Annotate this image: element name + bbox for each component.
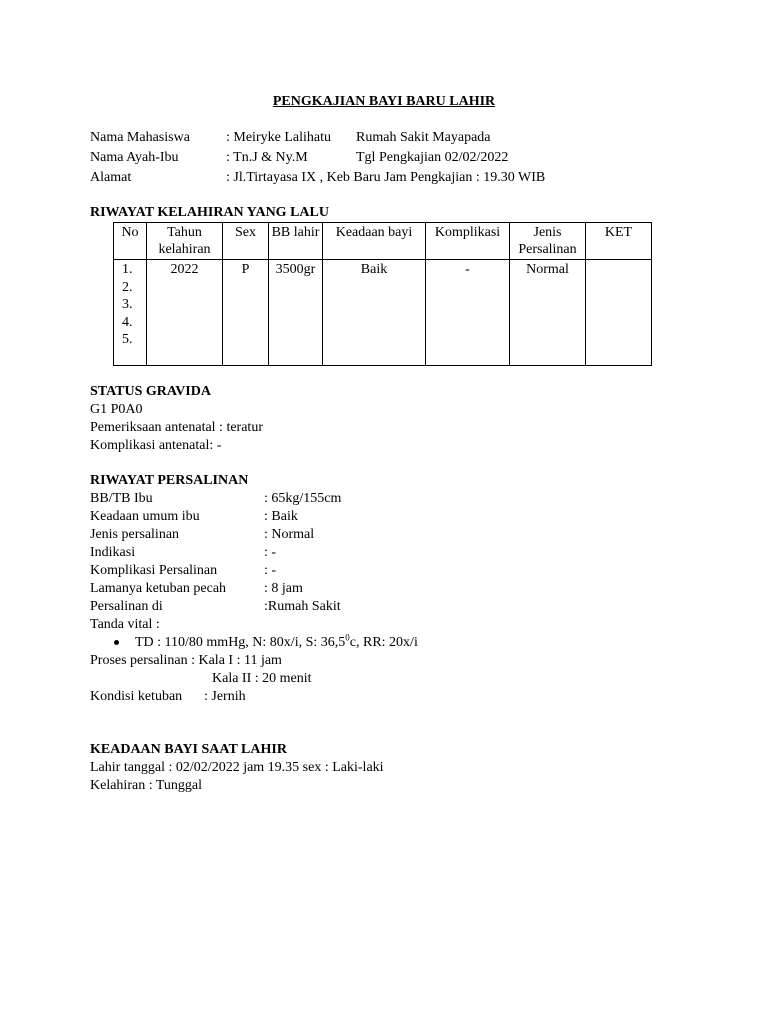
column-header: BB lahir bbox=[269, 223, 323, 260]
bullet-icon bbox=[114, 640, 119, 645]
column-header: Sex bbox=[223, 223, 269, 260]
field-value: :Rumah Sakit bbox=[264, 599, 341, 614]
row-numbers-cell bbox=[114, 260, 147, 366]
status-gravida-heading: STATUS GRAVIDA bbox=[90, 384, 211, 399]
status-gravida-line: G1 P0A0 bbox=[90, 402, 143, 417]
field-label: Keadaan umum ibu bbox=[90, 509, 200, 524]
nama-ayah-ibu-label: Nama Ayah-Ibu bbox=[90, 150, 179, 165]
alamat-label: Alamat bbox=[90, 170, 132, 185]
kelahiran: Kelahiran : Tunggal bbox=[90, 778, 202, 793]
field-value: : 8 jam bbox=[264, 581, 303, 596]
tanda-vital-label: Tanda vital : bbox=[90, 617, 160, 632]
field-label: Lamanya ketuban pecah bbox=[90, 581, 227, 596]
rumah-sakit: Rumah Sakit Mayapada bbox=[356, 130, 491, 145]
field-label: BB/TB Ibu bbox=[90, 491, 153, 506]
field-label: Komplikasi Persalinan bbox=[90, 563, 218, 578]
table-header-row bbox=[114, 223, 652, 260]
field-value: : - bbox=[264, 545, 277, 560]
ket-cell bbox=[586, 260, 652, 366]
tgl-pengkajian: Tgl Pengkajian 02/02/2022 bbox=[356, 150, 509, 165]
field-label: Indikasi bbox=[90, 545, 136, 560]
tanda-vital-post: c, RR: 20x/i bbox=[349, 635, 418, 650]
row-number: 1. bbox=[122, 262, 133, 277]
tanda-vital-pre: TD : 110/80 mmHg, N: 80x/i, S: 36,5 bbox=[135, 635, 346, 650]
proses-persalinan: Proses persalinan : Kala I : 11 jam bbox=[90, 653, 282, 668]
riwayat-kelahiran-heading: RIWAYAT KELAHIRAN YANG LALU bbox=[90, 205, 329, 220]
row-number: 5. bbox=[122, 332, 133, 347]
field-value: : 65kg/155cm bbox=[264, 491, 342, 506]
field-value: : Normal bbox=[264, 527, 315, 542]
row-number: 2. bbox=[122, 279, 133, 295]
column-header: No bbox=[114, 223, 147, 260]
riwayat-persalinan-heading: RIWAYAT PERSALINAN bbox=[90, 473, 249, 488]
kala-ii: Kala II : 20 menit bbox=[212, 671, 312, 686]
degree-superscript: 0 bbox=[345, 632, 350, 643]
keadaan-cell: Baik bbox=[323, 260, 426, 366]
komplikasi-cell: - bbox=[426, 260, 510, 366]
jenis-cell: Normal bbox=[510, 260, 586, 366]
kondisi-ketuban-label: Kondisi ketuban bbox=[90, 689, 183, 704]
nama-mahasiswa-value: : Meiryke Lalihatu bbox=[226, 130, 331, 145]
status-gravida-line: Komplikasi antenatal: - bbox=[90, 438, 222, 453]
kondisi-ketuban-value: : Jernih bbox=[204, 689, 246, 704]
table-row bbox=[114, 260, 652, 366]
bb-cell: 3500gr bbox=[269, 260, 323, 366]
tahun-cell: 2022 bbox=[147, 260, 223, 366]
column-header: Keadaan bayi bbox=[323, 223, 426, 260]
keadaan-bayi-heading: KEADAAN BAYI SAAT LAHIR bbox=[90, 742, 287, 757]
nama-mahasiswa-label: Nama Mahasiswa bbox=[90, 130, 190, 145]
row-number: 3. bbox=[122, 297, 133, 312]
sex-cell: P bbox=[223, 260, 269, 366]
column-header: Tahun kelahiran bbox=[147, 223, 223, 260]
field-label: Persalinan di bbox=[90, 599, 163, 614]
field-label: Jenis persalinan bbox=[90, 527, 180, 542]
column-header: Komplikasi bbox=[426, 223, 510, 260]
field-value: : - bbox=[264, 563, 277, 578]
lahir-tanggal: Lahir tanggal : 02/02/2022 jam 19.35 sex : Laki-laki bbox=[90, 760, 384, 775]
document-title: PENGKAJIAN BAYI BARU LAHIR bbox=[272, 94, 496, 109]
column-header: KET bbox=[586, 223, 652, 260]
nama-ayah-ibu-value: : Tn.J & Ny.M bbox=[226, 150, 308, 165]
field-value: : Baik bbox=[264, 509, 298, 524]
status-gravida-line: Pemeriksaan antenatal : teratur bbox=[90, 420, 263, 435]
tanda-vital-values bbox=[135, 634, 418, 652]
column-header: Jenis Persalinan bbox=[510, 223, 586, 260]
alamat-value: : Jl.Tirtayasa IX , Keb Baru Jam Pengkajian : 19.30 WIB bbox=[226, 170, 546, 185]
row-number: 4. bbox=[122, 314, 133, 330]
birth-history-table bbox=[113, 222, 652, 366]
